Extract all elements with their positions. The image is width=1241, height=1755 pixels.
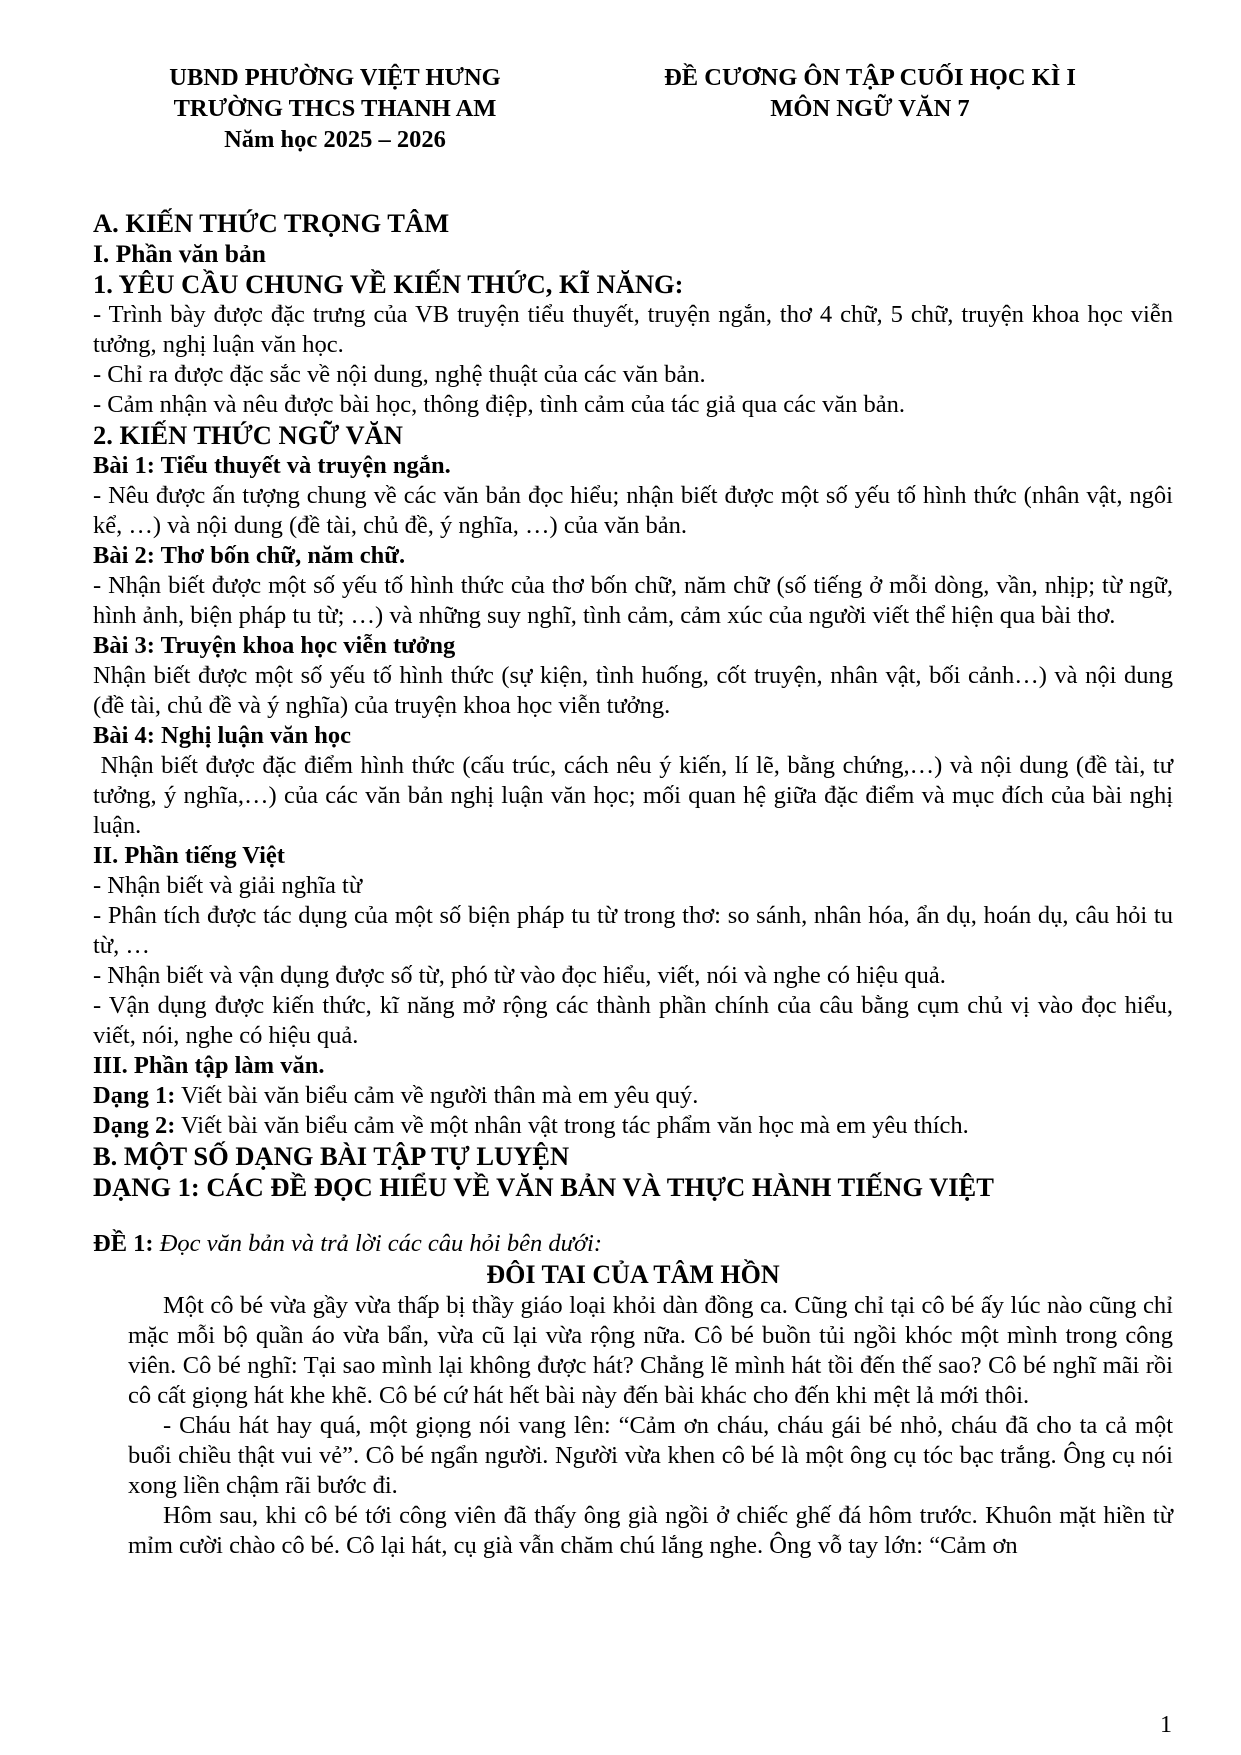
story-paragraph: Một cô bé vừa gầy vừa thấp bị thầy giáo loại khỏi dàn đồng ca. Cũng chỉ tại cô bé ấy lúc nào cũng chỉ mặc mỗi bộ quần áo vừa bẩn, vừa cũ lại vừa rộng nữa. Cô bé buồn tủi ngồi khóc một mình trong công viên. Cô bé nghĩ: Tại sao mình lại không được hát? Chẳng lẽ mình hát tồi đến thế sao? Cô bé nghĩ mãi rồi cô cất giọng hát khe khẽ. Cô bé cứ hát hết bài này đến bài khác cho đến khi mệt lả mới thôi. — [128, 1292, 1173, 1409]
subject-title: MÔN NGỮ VĂN 7 — [770, 95, 970, 122]
exam1-instruction: Đọc văn bản và trả lời các câu hỏi bên dưới: — [153, 1230, 603, 1257]
story-body — [93, 1291, 1173, 1561]
part3-item — [93, 1081, 1173, 1111]
story-paragraph: - Cháu hát hay quá, một giọng nói vang lên: “Cảm ơn cháu, cháu gái bé nhỏ, cháu đã cho ta cả một buổi chiều thật vui vẻ”. Cô bé ngẩn người. Người vừa khen cô bé là một ông cụ tóc bạc trắng. Ông cụ nói xong liền chậm rãi bước đi. — [128, 1412, 1173, 1499]
story-paragraph: Hôm sau, khi cô bé tới công viên đã thấy ông già ngồi ở chiếc ghế đá hôm trước. Khuôn mặt hiền từ mỉm cười chào cô bé. Cô lại hát, cụ già vẫn chăm chú lắng nghe. Ông vỗ tay lớn: “Cảm ơn — [128, 1502, 1173, 1559]
requirement-item: - Trình bày được đặc trưng của VB truyện tiểu thuyết, truyện ngắn, thơ 4 chữ, 5 chữ, truyện khoa học viễn tưởng, nghị luận văn học. — [93, 301, 1173, 358]
part3-item — [93, 1111, 1173, 1141]
document-title: ĐỀ CƯƠNG ÔN TẬP CUỐI HỌC KÌ I — [664, 64, 1076, 91]
lesson-title: Bài 1: Tiểu thuyết và truyện ngắn. — [93, 452, 451, 479]
part3-label: Dạng 1: — [93, 1082, 176, 1109]
lesson-title: Bài 3: Truyện khoa học viễn tưởng — [93, 632, 456, 659]
part2-item: - Vận dụng được kiến thức, kĩ năng mở rộng các thành phần chính của câu bằng cụm chủ vị vào đọc hiểu, viết, nói, nghe có hiệu quả. — [93, 992, 1173, 1049]
part3-label: Dạng 2: — [93, 1112, 176, 1139]
lesson-text: Nhận biết được đặc điểm hình thức (cấu trúc, cách nêu ý kiến, lí lẽ, bằng chứng,…) và nội dung (đề tài, tư tưởng, ý nghĩa,…) của các văn bản nghị luận văn học; mối quan hệ giữa đặc điểm và mục đích của bài nghị luận. — [93, 752, 1180, 839]
part2-item: - Nhận biết và vận dụng được số từ, phó từ vào đọc hiểu, viết, nói và nghe có hiệu quả. — [93, 962, 946, 989]
header-right — [620, 62, 1120, 124]
story-title: ĐÔI TAI CỦA TÂM HỒN — [486, 1260, 780, 1289]
section-a-title: A. KIẾN THỨC TRỌNG TÂM — [93, 208, 450, 238]
part1-title: I. Phần văn bản — [93, 239, 266, 268]
page-number: 1 — [1160, 1712, 1172, 1738]
header-left — [145, 62, 525, 155]
lesson-text: - Nhận biết được một số yếu tố hình thức của thơ bốn chữ, năm chữ (số tiếng ở mỗi dòng, vần, nhịp; từ ngữ, hình ảnh, biện pháp tu từ; …) và những suy nghĩ, tình cảm, cảm xúc của người viết thể hiện qua bài thơ. — [93, 572, 1173, 629]
requirement-item: - Chỉ ra được đặc sắc về nội dung, nghệ thuật của các văn bản. — [93, 361, 706, 388]
part2-item: - Phân tích được tác dụng của một số biện pháp tu từ trong thơ: so sánh, nhân hóa, ẩn dụ, hoán dụ, câu hỏi tu từ, … — [93, 902, 1173, 959]
document-body — [93, 208, 1180, 1561]
exam1-label: ĐỀ 1: — [93, 1230, 154, 1257]
lesson-text: - Nêu được ấn tượng chung về các văn bản đọc hiểu; nhận biết được một số yếu tố hình thức (nhân vật, ngôi kể, …) và nội dung (đề tài, chủ đề, ý nghĩa, …) của văn bản. — [93, 482, 1173, 539]
lesson-text: Nhận biết được một số yếu tố hình thức (sự kiện, tình huống, cốt truyện, nhân vật, bối cảnh…) và nội dung (đề tài, chủ đề và ý nghĩa) của truyện khoa học viễn tưởng. — [93, 662, 1173, 719]
section-b-title: B. MỘT SỐ DẠNG BÀI TẬP TỰ LUYỆN — [93, 1141, 570, 1171]
district-name: UBND PHƯỜNG VIỆT HƯNG — [169, 64, 501, 91]
school-name: TRƯỜNG THCS THANH AM — [173, 95, 497, 122]
school-year: Năm học 2025 – 2026 — [224, 126, 446, 153]
lesson-title: Bài 2: Thơ bốn chữ, năm chữ. — [93, 542, 406, 569]
part2-item: - Nhận biết và giải nghĩa từ — [93, 872, 363, 899]
part2-title: II. Phần tiếng Việt — [93, 842, 285, 869]
part3-title: III. Phần tập làm văn. — [93, 1052, 325, 1079]
part3-text: Viết bài văn biểu cảm về người thân mà em yêu quý. — [175, 1082, 699, 1109]
part3-text: Viết bài văn biểu cảm về một nhân vật trong tác phẩm văn học mà em yêu thích. — [175, 1112, 969, 1139]
knowledge-title: 2. KIẾN THỨC NGỮ VĂN — [93, 420, 403, 450]
requirements-title: 1. YÊU CẦU CHUNG VỀ KIẾN THỨC, KĨ NĂNG: — [93, 269, 684, 299]
exam1-heading — [93, 1229, 1173, 1259]
requirement-item: - Cảm nhận và nêu được bài học, thông điệp, tình cảm của tác giả qua các văn bản. — [93, 391, 905, 418]
lesson-title: Bài 4: Nghị luận văn học — [93, 722, 351, 749]
document-header — [90, 62, 1170, 162]
type1-title: DẠNG 1: CÁC ĐỀ ĐỌC HIỂU VỀ VĂN BẢN VÀ THỰC HÀNH TIẾNG VIỆT — [93, 1172, 994, 1202]
